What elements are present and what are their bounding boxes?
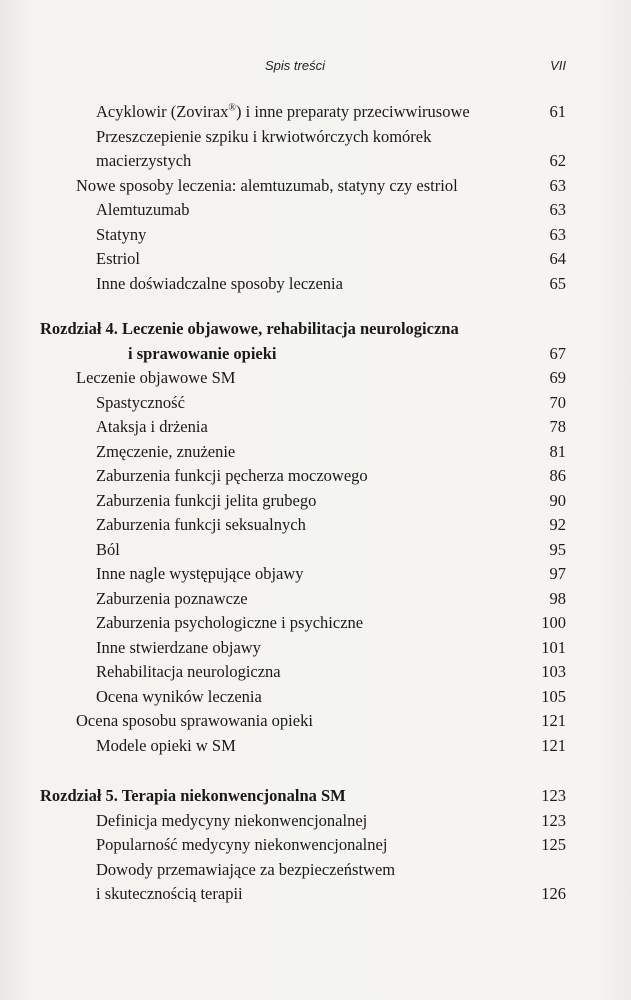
toc-entry-title: Popularność medycyny niekonwencjonalnej bbox=[96, 835, 388, 854]
toc-entry-title: Inne nagle występujące objawy bbox=[96, 564, 304, 583]
toc-entry-title: Zaburzenia funkcji jelita grubego bbox=[96, 490, 317, 510]
toc-entry-title: Ocena sposobu sprawowania opieki bbox=[76, 711, 313, 730]
toc-entry-title: Ból bbox=[96, 539, 120, 559]
toc-entry-title: i skutecznością terapii bbox=[96, 884, 243, 903]
toc-entry-page: 103 bbox=[541, 662, 566, 681]
toc-entry-page: 65 bbox=[549, 273, 566, 293]
registered-mark: ® bbox=[228, 102, 237, 114]
running-head-title: Spis treści bbox=[265, 58, 325, 73]
toc-entry bbox=[40, 660, 566, 685]
toc-entry-title: Modele opieki w SM bbox=[96, 735, 236, 755]
toc-entry-page: 92 bbox=[549, 515, 566, 534]
chapter-title: Rozdział 4. Leczenie objawowe, rehabilitacja neurologiczna bbox=[40, 319, 459, 338]
toc-entry-page: 62 bbox=[549, 151, 566, 170]
running-head-page-number: VII bbox=[550, 58, 566, 73]
toc-entry-page: 126 bbox=[541, 884, 566, 903]
toc-entry bbox=[40, 440, 566, 465]
chapter-title: Rozdział 5. Terapia niekonwencjonalna SM bbox=[40, 786, 346, 805]
toc-entry bbox=[40, 709, 566, 734]
toc-entry-page: 90 bbox=[549, 490, 566, 510]
toc-entry-title: Inne doświadczalne sposoby leczenia bbox=[96, 273, 343, 293]
toc-entry bbox=[40, 734, 566, 759]
toc-entry bbox=[40, 538, 566, 563]
toc-entry-title: Zaburzenia psychologiczne i psychiczne bbox=[96, 613, 364, 632]
toc-entry bbox=[40, 685, 566, 710]
toc-entry bbox=[40, 611, 566, 636]
toc-entry bbox=[40, 366, 566, 391]
toc-entry bbox=[40, 247, 566, 272]
toc-entry-page: 95 bbox=[549, 539, 566, 559]
toc-entry bbox=[40, 587, 566, 612]
toc-entry bbox=[40, 809, 566, 834]
toc-entry-page: 100 bbox=[541, 613, 566, 632]
toc-entry-title: Dowody przemawiające za bezpieczeństwem bbox=[96, 859, 396, 879]
toc-entry-page: 121 bbox=[541, 735, 566, 755]
toc-entry-page: 98 bbox=[549, 588, 566, 608]
toc-entry-page: 123 bbox=[541, 810, 566, 830]
toc-entry-title: Definicja medycyny niekonwencjonalnej bbox=[96, 810, 368, 830]
toc-entry-title: Inne stwierdzane objawy bbox=[96, 637, 261, 657]
toc-entry-page: 63 bbox=[549, 200, 566, 219]
toc-entry-page: 69 bbox=[549, 368, 566, 387]
toc-entry-page: 63 bbox=[549, 175, 566, 195]
toc-entry-title: Zaburzenia funkcji pęcherza moczowego bbox=[96, 466, 368, 485]
toc-entry-page: 97 bbox=[549, 564, 566, 583]
chapter-title: i sprawowanie opieki bbox=[128, 343, 277, 363]
toc-entry-title: Spastyczność bbox=[96, 392, 185, 412]
table-of-contents bbox=[40, 100, 566, 907]
toc-entry-title: Estriol bbox=[96, 249, 140, 268]
chapter-4-heading bbox=[40, 317, 566, 342]
toc-entry bbox=[40, 513, 566, 538]
toc-entry bbox=[40, 174, 566, 199]
chapter-page: 67 bbox=[549, 343, 566, 363]
chapter-4-heading-continued bbox=[40, 342, 566, 367]
toc-entry bbox=[40, 833, 566, 858]
toc-entry bbox=[40, 858, 566, 883]
toc-entry bbox=[40, 100, 566, 125]
toc-entry bbox=[40, 391, 566, 416]
toc-entry bbox=[40, 149, 566, 174]
toc-entry-page: 81 bbox=[549, 441, 566, 461]
toc-entry-title: Rehabilitacja neurologiczna bbox=[96, 662, 281, 681]
toc-entry-title: Ataksja i drżenia bbox=[96, 417, 208, 436]
toc-entry-page: 125 bbox=[541, 835, 566, 854]
toc-entry-title: Acyklowir (Zovirax®) i inne preparaty przeciwwirusowe bbox=[96, 102, 470, 121]
toc-entry-page: 86 bbox=[549, 466, 566, 485]
toc-entry-page: 63 bbox=[549, 224, 566, 244]
toc-entry-page: 64 bbox=[549, 249, 566, 268]
toc-entry-title: Nowe sposoby leczenia: alemtuzumab, statyny czy estriol bbox=[76, 175, 458, 195]
toc-entry bbox=[40, 125, 566, 150]
toc-entry-title: Zaburzenia poznawcze bbox=[96, 588, 248, 608]
toc-entry-page: 105 bbox=[541, 686, 566, 706]
toc-entry-title: Ocena wyników leczenia bbox=[96, 686, 262, 706]
toc-entry-page: 78 bbox=[549, 417, 566, 436]
toc-entry bbox=[40, 223, 566, 248]
toc-entry bbox=[40, 636, 566, 661]
toc-entry bbox=[40, 415, 566, 440]
toc-entry-title: Alemtuzumab bbox=[96, 200, 190, 219]
toc-entry bbox=[40, 272, 566, 297]
toc-entry-page: 121 bbox=[541, 711, 566, 730]
toc-entry-page: 70 bbox=[549, 392, 566, 412]
chapter-5-heading bbox=[40, 784, 566, 809]
toc-entry-title: macierzystych bbox=[96, 151, 192, 170]
toc-entry bbox=[40, 562, 566, 587]
toc-entry-title: Statyny bbox=[96, 224, 147, 244]
toc-entry-title: Zaburzenia funkcji seksualnych bbox=[96, 515, 306, 534]
toc-entry bbox=[40, 882, 566, 907]
toc-entry bbox=[40, 198, 566, 223]
toc-entry bbox=[40, 489, 566, 514]
toc-entry-title: Przeszczepienie szpiku i krwiotwórczych komórek bbox=[96, 126, 432, 146]
toc-entry-page: 61 bbox=[549, 102, 566, 121]
toc-entry-title: Leczenie objawowe SM bbox=[76, 368, 236, 387]
toc-entry-title: Zmęczenie, znużenie bbox=[96, 441, 236, 461]
toc-entry-page: 101 bbox=[541, 637, 566, 657]
toc-entry bbox=[40, 464, 566, 489]
running-head bbox=[40, 58, 566, 78]
chapter-page: 123 bbox=[541, 786, 566, 805]
